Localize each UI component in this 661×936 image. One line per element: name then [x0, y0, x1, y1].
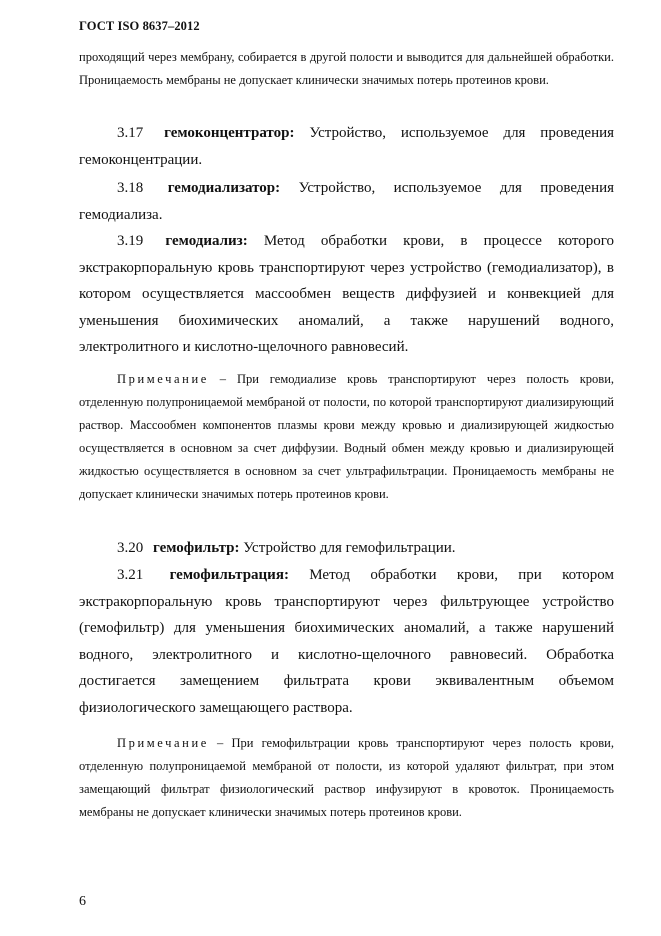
- term-number: 3.17: [117, 125, 144, 141]
- term-definition: Устройство, используемое для проведения гемоконцентрации.: [79, 125, 615, 168]
- term-number: 3.20: [117, 540, 144, 556]
- term-name: гемоконцентратор:: [164, 125, 295, 141]
- term-name: гемодиализатор:: [167, 180, 281, 196]
- term-definition: Устройство для гемофильтрации.: [243, 540, 456, 556]
- note-text: – При гемодиализе кровь транспортируют через полость крови, отделенную полупроницаемой мембраной от полости, по которой транспортируют диализирующий раствор. Массообмен компонентов плазмы крови между кровью и диализирующей жидкостью осуществляется в основном за счет диффузии. Водный обмен между кровью и диализирующей жидкостью осуществляется в основном за счет ультрафильтрации. Проницаемость мембраны не допускает клинически значимых потерь протеинов крови.: [79, 372, 615, 501]
- term-definition: Метод обработки крови, при котором экстракорпоральную кровь транспортируют через фильтрующее устройство (гемофильтр) для уменьшения биохимических аномалий, а также нарушений водного, электролитного и кислотно-щелочного равновесий. Обработка достигается замещением фильтрата крови эквивалентным объемом физиологического замещающего раствора.: [79, 567, 615, 716]
- intro-paragraph: проходящий через мембрану, собирается в другой полости и выводится для дальнейшей обработки. Проницаемость мембраны не допускает клинически значимых потерь протеинов крови.: [79, 50, 614, 87]
- note-text: – При гемофильтрации кровь транспортируют через полость крови, отделенную полупроницаемой мембраной от полости, из которой удаляют фильтрат, при этом замещающий фильтрат физиологический раствор инфузируют в кровоток. Проницаемость мембраны не допускает клинически значимых потерь протеинов крови.: [79, 736, 614, 819]
- note-hemodialysis: [79, 368, 614, 506]
- term-name: гемофильтрация:: [169, 567, 289, 583]
- page-number: 6: [79, 894, 86, 909]
- term-3-18: [79, 175, 614, 228]
- term-3-20: [79, 535, 614, 562]
- term-definition: Устройство, используемое для проведения гемодиализа.: [79, 180, 615, 223]
- term-number: 3.21: [117, 567, 144, 583]
- term-number: 3.18: [117, 180, 144, 196]
- term-number: 3.19: [117, 233, 144, 249]
- document-header: ГОСТ ISO 8637–2012: [79, 19, 200, 33]
- note-label: Примечание: [117, 736, 209, 750]
- term-name: гемодиализ:: [165, 233, 248, 249]
- term-name: гемофильтр:: [153, 540, 240, 556]
- note-hemofiltration: [79, 732, 614, 824]
- term-definition: Метод обработки крови, в процессе которого экстракорпоральную кровь транспортируют через устройство (гемодиализатор), в котором осуществляется массообмен веществ диффузией и конвекцией для уменьшения биохимических аномалий, а также нарушений водного, электролитного и кислотно-щелочного равновесий.: [79, 233, 615, 355]
- note-label: Примечание: [117, 372, 209, 386]
- term-3-21: [79, 562, 614, 721]
- term-3-19: [79, 228, 614, 361]
- term-3-17: [79, 120, 614, 173]
